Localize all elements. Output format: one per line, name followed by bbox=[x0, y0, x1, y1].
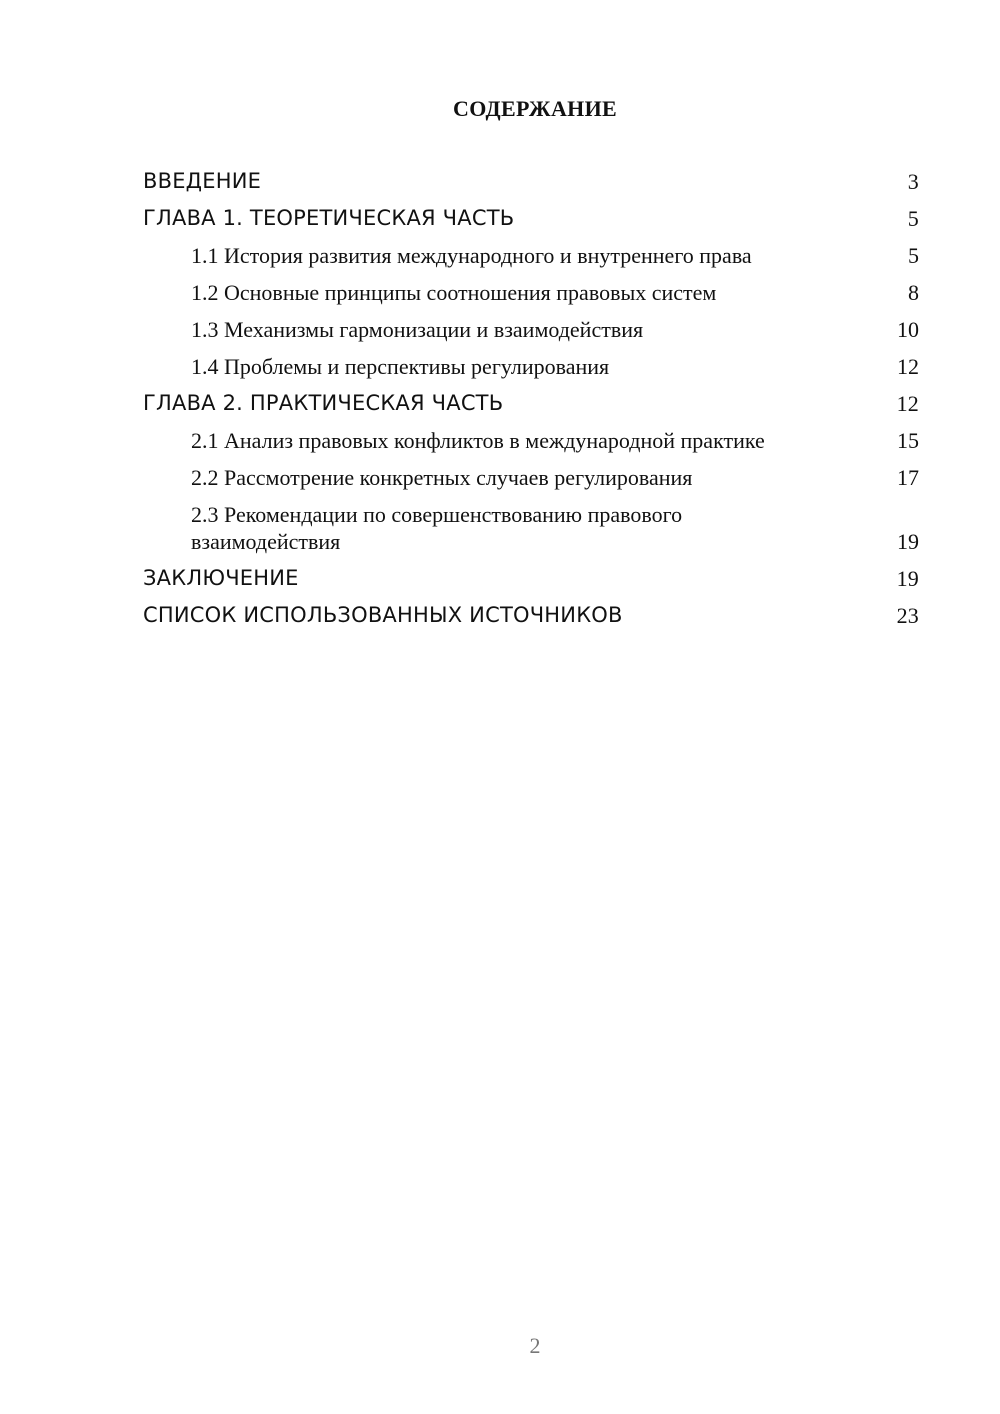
toc-entry-label: ЗАКЛЮЧЕНИЕ bbox=[143, 566, 299, 590]
toc-section-entry bbox=[143, 427, 919, 454]
toc-entry-label: 2.2 Рассмотрение конкретных случаев регулирования bbox=[191, 465, 693, 490]
toc-entry-label: СПИСОК ИСПОЛЬЗОВАННЫХ ИСТОЧНИКОВ bbox=[143, 603, 623, 627]
toc-entry-label: ВВЕДЕНИЕ bbox=[143, 169, 262, 193]
toc-entry-page: 19 bbox=[896, 566, 919, 591]
toc-section-entry bbox=[143, 279, 919, 306]
toc-entry-label: 2.3 Рекомендации по совершенствованию правового взаимодействия bbox=[191, 502, 683, 554]
toc-chapter-entry bbox=[143, 390, 919, 417]
toc-title: СОДЕРЖАНИЕ bbox=[453, 96, 617, 121]
toc-entry-page: 12 bbox=[896, 391, 919, 416]
toc-entry-page: 5 bbox=[907, 206, 919, 231]
toc-entry-label: ГЛАВА 2. ПРАКТИЧЕСКАЯ ЧАСТЬ bbox=[143, 391, 504, 415]
toc-chapter-entry bbox=[143, 168, 919, 195]
toc-entry-label: 1.1 История развития международного и внутреннего права bbox=[191, 243, 752, 268]
toc-chapter-entry bbox=[143, 205, 919, 232]
toc-entry-page: 5 bbox=[908, 243, 919, 268]
toc-section-entry bbox=[143, 353, 919, 380]
toc-chapter-entry bbox=[143, 602, 919, 629]
toc-entry-page: 17 bbox=[897, 465, 919, 490]
toc-section-entry bbox=[143, 316, 919, 343]
toc-entry-page: 3 bbox=[907, 169, 919, 194]
toc-entry-page: 8 bbox=[908, 280, 919, 305]
toc-section-entry bbox=[143, 501, 919, 555]
page-number: 2 bbox=[529, 1333, 541, 1358]
toc-entry-page: 12 bbox=[897, 354, 919, 379]
toc-section-entry bbox=[143, 464, 919, 491]
toc-entry-page: 19 bbox=[897, 529, 919, 554]
toc-entry-page: 10 bbox=[897, 317, 919, 342]
toc-entry-label: 2.1 Анализ правовых конфликтов в международной практике bbox=[191, 428, 765, 453]
toc-entry-label: 1.3 Механизмы гармонизации и взаимодействия bbox=[191, 317, 644, 342]
toc-entry-page: 15 bbox=[897, 428, 919, 453]
toc-chapter-entry bbox=[143, 565, 919, 592]
toc-section-entry bbox=[143, 242, 919, 269]
toc-entry-label: 1.2 Основные принципы соотношения правовых систем bbox=[191, 280, 717, 305]
toc-entry-label: 1.4 Проблемы и перспективы регулирования bbox=[191, 354, 610, 379]
toc-entry-label: ГЛАВА 1. ТЕОРЕТИЧЕСКАЯ ЧАСТЬ bbox=[143, 206, 515, 230]
toc-entry-page: 23 bbox=[896, 603, 919, 628]
table-of-contents bbox=[143, 168, 919, 639]
